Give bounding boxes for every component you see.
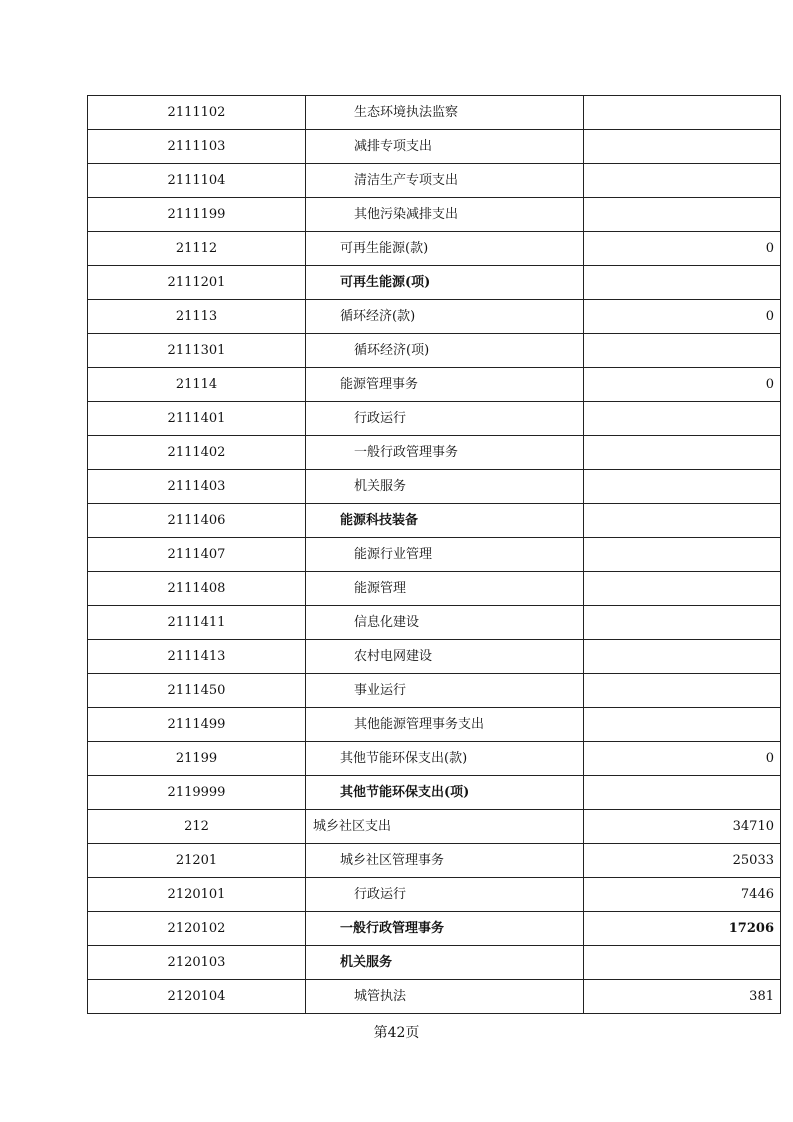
amount-cell <box>584 606 781 640</box>
subject-name-cell: 行政运行 <box>306 402 584 436</box>
subject-code-cell: 2111201 <box>88 266 306 300</box>
subject-name-cell: 能源行业管理 <box>306 538 584 572</box>
subject-name-cell: 循环经济(款) <box>306 300 584 334</box>
amount-cell: 0 <box>584 232 781 266</box>
table-row <box>88 470 781 504</box>
table-row <box>88 742 781 776</box>
subject-name-cell: 可再生能源(款) <box>306 232 584 266</box>
table-row <box>88 708 781 742</box>
subject-code-cell: 2119999 <box>88 776 306 810</box>
amount-cell: 34710 <box>584 810 781 844</box>
table-row <box>88 606 781 640</box>
subject-name-cell: 城乡社区支出 <box>306 810 584 844</box>
subject-code-cell: 2111401 <box>88 402 306 436</box>
amount-cell <box>584 130 781 164</box>
table-row <box>88 164 781 198</box>
subject-name-cell: 能源管理 <box>306 572 584 606</box>
budget-table-body <box>88 96 781 1014</box>
page-number: 第42页 <box>373 1025 420 1041</box>
subject-code-cell: 2111301 <box>88 334 306 368</box>
subject-name-cell: 减排专项支出 <box>306 130 584 164</box>
subject-code-cell: 2111102 <box>88 96 306 130</box>
amount-cell <box>584 708 781 742</box>
subject-code-cell: 21201 <box>88 844 306 878</box>
subject-name-cell: 机关服务 <box>306 946 584 980</box>
subject-code-cell: 2111103 <box>88 130 306 164</box>
amount-cell <box>584 164 781 198</box>
subject-code-cell: 21114 <box>88 368 306 402</box>
table-row <box>88 946 781 980</box>
table-row <box>88 130 781 164</box>
subject-name-cell: 能源管理事务 <box>306 368 584 402</box>
table-row <box>88 232 781 266</box>
table-row <box>88 334 781 368</box>
subject-code-cell: 2111199 <box>88 198 306 232</box>
amount-cell <box>584 436 781 470</box>
subject-code-cell: 21199 <box>88 742 306 776</box>
amount-cell <box>584 470 781 504</box>
subject-code-cell: 2111411 <box>88 606 306 640</box>
subject-code-cell: 2111499 <box>88 708 306 742</box>
subject-code-cell: 2120103 <box>88 946 306 980</box>
subject-code-cell: 21113 <box>88 300 306 334</box>
amount-cell <box>584 538 781 572</box>
subject-name-cell: 循环经济(项) <box>306 334 584 368</box>
amount-cell <box>584 402 781 436</box>
subject-name-cell: 信息化建设 <box>306 606 584 640</box>
table-row <box>88 436 781 470</box>
table-row <box>88 912 781 946</box>
table-row <box>88 198 781 232</box>
subject-name-cell: 其他能源管理事务支出 <box>306 708 584 742</box>
table-row <box>88 300 781 334</box>
table-row <box>88 96 781 130</box>
amount-cell <box>584 504 781 538</box>
subject-name-cell: 能源科技装备 <box>306 504 584 538</box>
subject-code-cell: 2111406 <box>88 504 306 538</box>
table-row <box>88 810 781 844</box>
subject-code-cell: 2111408 <box>88 572 306 606</box>
subject-name-cell: 其他节能环保支出(项) <box>306 776 584 810</box>
amount-cell: 0 <box>584 300 781 334</box>
subject-name-cell: 生态环境执法监察 <box>306 96 584 130</box>
budget-table <box>87 95 781 1014</box>
subject-name-cell: 行政运行 <box>306 878 584 912</box>
amount-cell <box>584 640 781 674</box>
subject-code-cell: 2111407 <box>88 538 306 572</box>
table-row <box>88 844 781 878</box>
table-row <box>88 368 781 402</box>
table-row <box>88 538 781 572</box>
table-row <box>88 980 781 1014</box>
subject-code-cell: 21112 <box>88 232 306 266</box>
amount-cell: 0 <box>584 368 781 402</box>
amount-cell: 17206 <box>584 912 781 946</box>
amount-cell: 7446 <box>584 878 781 912</box>
amount-cell <box>584 96 781 130</box>
amount-cell: 381 <box>584 980 781 1014</box>
amount-cell <box>584 946 781 980</box>
amount-cell <box>584 266 781 300</box>
subject-name-cell: 事业运行 <box>306 674 584 708</box>
subject-code-cell: 2111402 <box>88 436 306 470</box>
table-row <box>88 572 781 606</box>
subject-name-cell: 机关服务 <box>306 470 584 504</box>
subject-name-cell: 可再生能源(项) <box>306 266 584 300</box>
table-row <box>88 266 781 300</box>
subject-code-cell: 2111403 <box>88 470 306 504</box>
subject-code-cell: 2111450 <box>88 674 306 708</box>
subject-name-cell: 其他节能环保支出(款) <box>306 742 584 776</box>
subject-name-cell: 农村电网建设 <box>306 640 584 674</box>
amount-cell <box>584 572 781 606</box>
subject-name-cell: 其他污染减排支出 <box>306 198 584 232</box>
amount-cell <box>584 674 781 708</box>
subject-name-cell: 城乡社区管理事务 <box>306 844 584 878</box>
subject-code-cell: 2120101 <box>88 878 306 912</box>
table-row <box>88 674 781 708</box>
subject-code-cell: 2120104 <box>88 980 306 1014</box>
table-row <box>88 504 781 538</box>
amount-cell <box>584 198 781 232</box>
subject-name-cell: 清洁生产专项支出 <box>306 164 584 198</box>
subject-name-cell: 一般行政管理事务 <box>306 436 584 470</box>
amount-cell <box>584 334 781 368</box>
subject-code-cell: 2111104 <box>88 164 306 198</box>
amount-cell: 0 <box>584 742 781 776</box>
table-row <box>88 878 781 912</box>
subject-code-cell: 2111413 <box>88 640 306 674</box>
subject-code-cell: 2120102 <box>88 912 306 946</box>
table-row <box>88 402 781 436</box>
amount-cell: 25033 <box>584 844 781 878</box>
table-row <box>88 640 781 674</box>
amount-cell <box>584 776 781 810</box>
subject-code-cell: 212 <box>88 810 306 844</box>
table-row <box>88 776 781 810</box>
subject-name-cell: 城管执法 <box>306 980 584 1014</box>
subject-name-cell: 一般行政管理事务 <box>306 912 584 946</box>
